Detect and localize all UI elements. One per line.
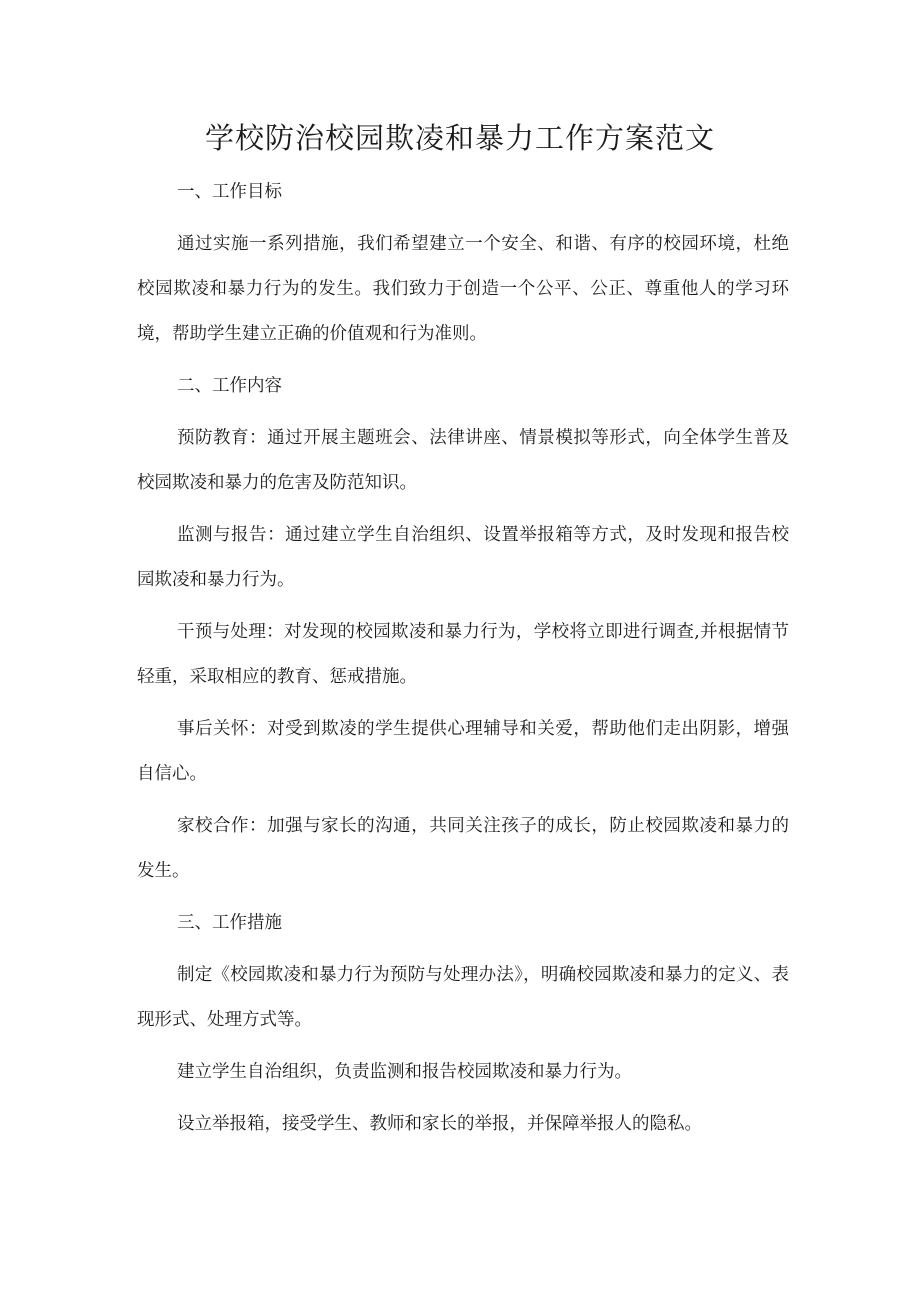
paragraph: 家校合作：加强与家长的沟通，共同关注孩子的成长，防止校园欺凌和暴力的发生。 — [137, 816, 789, 881]
section-heading-measures: 三、工作措施 — [177, 913, 282, 933]
paragraph: 建立学生自治组织，负责监测和报告校园欺凌和暴力行为。 — [177, 1062, 632, 1082]
document-title: 学校防治校园欺凌和暴力工作方案范文 — [204, 121, 715, 155]
paragraph: 设立举报箱，接受学生、教师和家长的举报，并保障举报人的隐私。 — [177, 1114, 702, 1134]
paragraph: 预防教育：通过开展主题班会、法律讲座、情景模拟等形式，向全体学生普及校园欺凌和暴力的危害及防范知识。 — [137, 428, 789, 493]
section-heading-content: 二、工作内容 — [177, 376, 282, 396]
paragraph: 制定《校园欺凌和暴力行为预防与处理办法》，明确校园欺凌和暴力的定义、表现形式、处理方式等。 — [137, 965, 789, 1030]
section-heading-goals: 一、工作目标 — [177, 182, 282, 202]
paragraph: 通过实施一系列措施，我们希望建立一个安全、和谐、有序的校园环境，杜绝校园欺凌和暴力行为的发生。我们致力于创造一个公平、公正、尊重他人的学习环境，帮助学生建立正确的价值观和行为准则。 — [137, 234, 789, 344]
paragraph: 干预与处理：对发现的校园欺凌和暴力行为，学校将立即进行调查,并根据情节轻重，采取相应的教育、惩戒措施。 — [137, 622, 789, 687]
document-body — [137, 170, 789, 1154]
paragraph: 监测与报告：通过建立学生自治组织、设置举报箱等方式，及时发现和报告校园欺凌和暴力行为。 — [137, 525, 789, 590]
paragraph: 事后关怀：对受到欺凌的学生提供心理辅导和关爱，帮助他们走出阴影，增强自信心。 — [137, 719, 789, 784]
